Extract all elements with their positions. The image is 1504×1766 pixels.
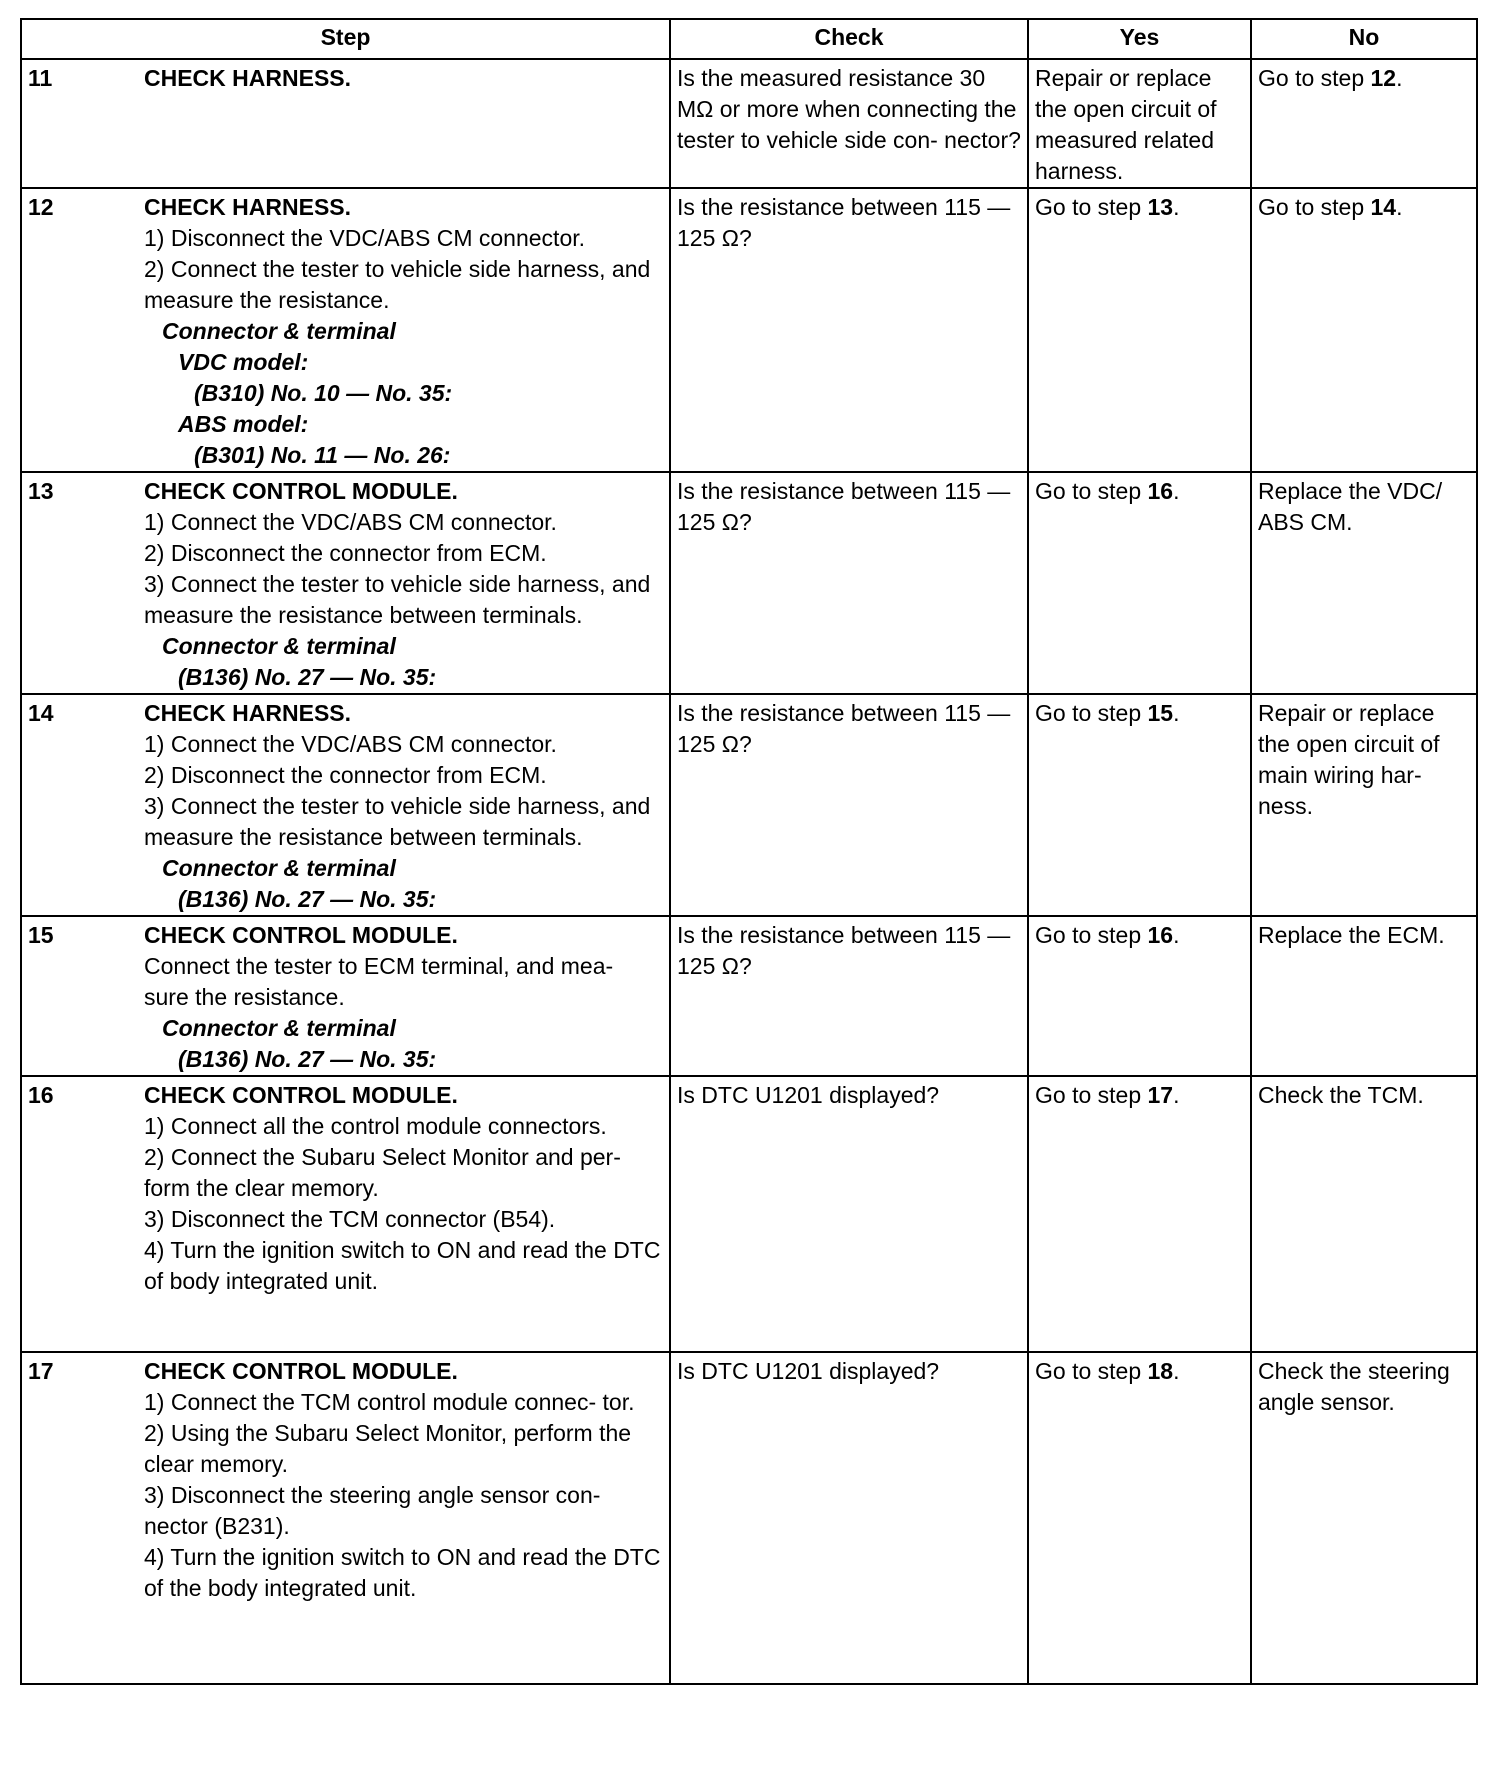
step-cell	[21, 1352, 670, 1684]
yes-cell: Go to step 16.	[1028, 916, 1251, 1076]
step-wrap	[28, 192, 663, 471]
connector-spec: (B136) No. 27 — No. 35:	[178, 1046, 437, 1072]
step-body	[144, 476, 663, 693]
step-instruction: 2) Connect the Subaru Select Monitor and per- form the clear memory.	[144, 1144, 621, 1201]
table-row	[21, 916, 1477, 1076]
step-instruction: 3) Connect the tester to vehicle side harness, and measure the resistance between terminals.	[144, 571, 651, 628]
step-instruction: 3) Disconnect the steering angle sensor con- nector (B231).	[144, 1482, 601, 1539]
step-title: CHECK CONTROL MODULE.	[144, 1358, 458, 1384]
step-number: 12	[28, 194, 54, 220]
yes-step-ref: 15	[1147, 700, 1174, 726]
step-body	[144, 1356, 663, 1604]
check-cell: Is DTC U1201 displayed?	[670, 1076, 1028, 1352]
check-cell: Is the measured resistance 30 MΩ or more when connecting the tester to vehicle side con- nector?	[670, 59, 1028, 188]
step-title: CHECK HARNESS.	[144, 65, 352, 91]
step-instruction: 1) Connect the TCM control module connec- tor.	[144, 1389, 635, 1415]
diagnostic-table	[20, 18, 1478, 1685]
step-body	[144, 920, 663, 1075]
header-check: Check	[670, 19, 1028, 59]
yes-cell: Go to step 17.	[1028, 1076, 1251, 1352]
step-instruction: 4) Turn the ignition switch to ON and read the DTC of the body integrated unit.	[144, 1544, 661, 1601]
step-title: CHECK HARNESS.	[144, 194, 352, 220]
connector-spec: (B310) No. 10 — No. 35:	[194, 380, 453, 406]
step-title: CHECK CONTROL MODULE.	[144, 1082, 458, 1108]
step-cell	[21, 1076, 670, 1352]
yes-cell: Repair or replace the open circuit of measured related harness.	[1028, 59, 1251, 188]
header-step: Step	[21, 19, 670, 59]
no-cell: Repair or replace the open circuit of main wiring har- ness.	[1251, 694, 1477, 916]
step-instruction: 2) Disconnect the connector from ECM.	[144, 540, 547, 566]
connector-spec: Connector & terminal	[162, 1015, 396, 1041]
step-instruction: 2) Connect the tester to vehicle side harness, and measure the resistance.	[144, 256, 651, 313]
step-body	[144, 1080, 663, 1297]
no-cell: Go to step 12.	[1251, 59, 1477, 188]
no-cell: Replace the ECM.	[1251, 916, 1477, 1076]
no-step-ref: 14	[1370, 194, 1397, 220]
table-row	[21, 1352, 1477, 1684]
step-number: 11	[28, 65, 53, 91]
yes-cell: Go to step 13.	[1028, 188, 1251, 472]
step-wrap	[28, 476, 663, 693]
no-cell: Check the steering angle sensor.	[1251, 1352, 1477, 1684]
step-cell	[21, 59, 670, 188]
check-cell: Is the resistance between 115 — 125 Ω?	[670, 694, 1028, 916]
step-body	[144, 698, 663, 915]
check-cell: Is DTC U1201 displayed?	[670, 1352, 1028, 1684]
step-wrap	[28, 1080, 663, 1297]
step-number: 16	[28, 1082, 54, 1108]
yes-step-ref: 16	[1147, 478, 1174, 504]
table-row	[21, 188, 1477, 472]
connector-spec: (B136) No. 27 — No. 35:	[178, 664, 437, 690]
yes-step-ref: 17	[1147, 1082, 1174, 1108]
step-cell	[21, 188, 670, 472]
yes-cell: Go to step 18.	[1028, 1352, 1251, 1684]
connector-spec: (B301) No. 11 — No. 26:	[194, 442, 451, 468]
step-body	[144, 63, 663, 94]
yes-step-ref: 18	[1147, 1358, 1174, 1384]
step-instruction: 3) Connect the tester to vehicle side harness, and measure the resistance between terminals.	[144, 793, 651, 850]
connector-spec: Connector & terminal	[162, 633, 396, 659]
step-cell	[21, 694, 670, 916]
step-number: 17	[28, 1358, 54, 1384]
connector-spec: (B136) No. 27 — No. 35:	[178, 886, 437, 912]
step-instruction: 2) Using the Subaru Select Monitor, perform the clear memory.	[144, 1420, 632, 1477]
step-instruction: 4) Turn the ignition switch to ON and read the DTC of body integrated unit.	[144, 1237, 661, 1294]
step-title: CHECK CONTROL MODULE.	[144, 478, 458, 504]
step-wrap	[28, 63, 663, 94]
check-cell: Is the resistance between 115 — 125 Ω?	[670, 916, 1028, 1076]
header-row	[21, 19, 1477, 59]
step-cell	[21, 916, 670, 1076]
table-row	[21, 472, 1477, 694]
yes-cell: Go to step 16.	[1028, 472, 1251, 694]
step-number: 14	[28, 700, 54, 726]
step-wrap	[28, 698, 663, 915]
step-body	[144, 192, 663, 471]
yes-cell: Go to step 15.	[1028, 694, 1251, 916]
connector-spec: ABS model:	[178, 411, 309, 437]
header-yes: Yes	[1028, 19, 1251, 59]
step-instruction: 1) Connect the VDC/ABS CM connector.	[144, 509, 557, 535]
table-row	[21, 59, 1477, 188]
check-cell: Is the resistance between 115 — 125 Ω?	[670, 188, 1028, 472]
yes-step-ref: 16	[1147, 922, 1174, 948]
yes-step-ref: 13	[1147, 194, 1174, 220]
step-title: CHECK HARNESS.	[144, 700, 352, 726]
step-wrap	[28, 920, 663, 1075]
table-row	[21, 1076, 1477, 1352]
step-instruction: 3) Disconnect the TCM connector (B54).	[144, 1206, 556, 1232]
connector-spec: Connector & terminal	[162, 318, 396, 344]
step-wrap	[28, 1356, 663, 1604]
connector-spec: VDC model:	[178, 349, 309, 375]
check-cell: Is the resistance between 115 — 125 Ω?	[670, 472, 1028, 694]
no-cell: Check the TCM.	[1251, 1076, 1477, 1352]
table-row	[21, 694, 1477, 916]
table-body	[21, 59, 1477, 1684]
step-cell	[21, 472, 670, 694]
no-cell: Replace the VDC/ ABS CM.	[1251, 472, 1477, 694]
no-cell: Go to step 14.	[1251, 188, 1477, 472]
step-instruction: 1) Disconnect the VDC/ABS CM connector.	[144, 225, 586, 251]
step-number: 15	[28, 922, 54, 948]
connector-spec: Connector & terminal	[162, 855, 396, 881]
step-instruction: 1) Connect the VDC/ABS CM connector.	[144, 731, 557, 757]
step-instruction: 1) Connect all the control module connectors.	[144, 1113, 607, 1139]
header-no: No	[1251, 19, 1477, 59]
step-title: CHECK CONTROL MODULE.	[144, 922, 458, 948]
step-number: 13	[28, 478, 54, 504]
no-step-ref: 12	[1370, 65, 1397, 91]
step-instruction: Connect the tester to ECM terminal, and mea- sure the resistance.	[144, 953, 614, 1010]
step-instruction: 2) Disconnect the connector from ECM.	[144, 762, 547, 788]
